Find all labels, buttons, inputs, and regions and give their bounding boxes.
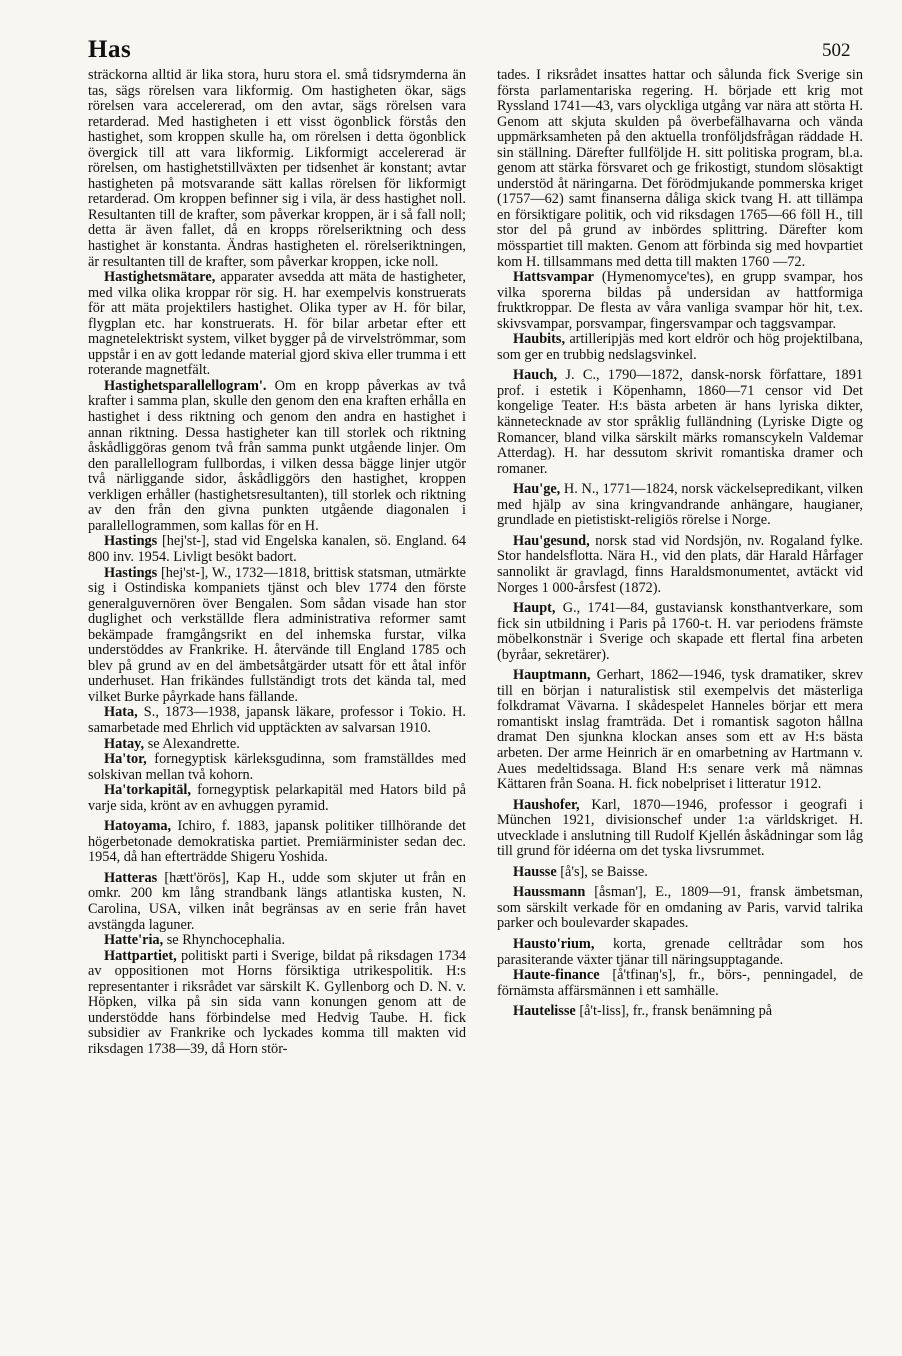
dictionary-entry xyxy=(497,885,863,932)
entry-headword: Hatteras xyxy=(104,869,158,886)
dictionary-entry xyxy=(497,368,863,477)
dictionary-entry xyxy=(497,668,863,792)
entry-headword: Ha'torkapitäl, xyxy=(104,782,191,799)
entry-text: apparater avsedda att mäta de hastigheter, med vilka olika kroppar rör sig. H. har exempelvis konstruerats för att mäta projektilers hastighet. Olika typer av H. för bilar, flygplan etc. har konstruerats. H. för bilar arbetar efter ett magnetelektriskt system, vilket bygger på de virvelströmmar, som uppstår i en av gott ledande material gjord skiva eller trumma i ett roterande magnetfält. xyxy=(88,269,466,379)
dictionary-entry xyxy=(88,933,466,949)
dictionary-entry xyxy=(497,798,863,860)
dictionary-entry xyxy=(497,270,863,332)
dictionary-entry xyxy=(497,865,863,881)
dictionary-entry xyxy=(497,534,863,596)
dictionary-entry xyxy=(88,68,466,270)
dictionary-entry xyxy=(497,968,863,999)
running-head: Has xyxy=(88,36,132,63)
entry-text: Karl, 1870—1946, professor i geografi i München 1921, divisionschef under 1:a världskriget. H. utvecklade i anslutning till Rudolf Kjellén åskådningar som låg till grund för idéerna om det tyska livsrummet. xyxy=(497,796,863,860)
entry-headword: Hastings xyxy=(104,564,158,581)
dictionary-entry xyxy=(497,68,863,270)
entry-headword: Hastighetsparallellogram'. xyxy=(104,377,267,394)
entry-headword: Haupt, xyxy=(513,600,556,617)
entry-headword: Hatay, xyxy=(104,735,145,752)
entry-headword: Hau'gesund, xyxy=(513,532,590,549)
entry-text: fornegyptisk kärleksgudinna, som framställdes med solskivan mellan två kohorn. xyxy=(88,751,466,783)
entry-text: S., 1873—1938, japansk läkare, professor i Tokio. H. samarbetade med Ehrlich vid upptäckten av salvarsan 1910. xyxy=(88,704,466,736)
entry-headword: Hausse xyxy=(513,863,557,880)
dictionary-entry xyxy=(88,566,466,706)
entry-text: tades. I riksrådet insattes hattar och sålunda fick Sverige sin första parlamentariska regering. H. började ett krig mot Ryssland 1741—43, vars olyckliga utgång var nära att störta H. Genom att skjuta skulden på överbefälhavarna och vända uppmärksamheten på den aktuella tronföljdsfrågan räddade H. sin ställning. Därefter fullföljde H. sitt politiska program, bl.a. genom att stärka försvaret och ge frikostigt, stundom slösaktigt understöd åt näringarna. Det förödmjukande pommerska kriget (1757—62) samt finanserna dåliga skick tvang H. att tillämpa en försiktigare politik, och vid riksdagen 1765—66 föll H., till stor del på grund av inbördes splittring. Därefter kom mösspartiet till makten. Genom att förbinda sig med hovpartiet kom H. tillsammans med detta till makten 1760 —72. xyxy=(497,67,863,270)
entry-text: [åsman'], E., 1809—91, fransk ämbetsman, som särskilt verkade för en omdaning av Paris, varvid talrika parker och boulevarder skapades. xyxy=(497,884,863,932)
dictionary-entry xyxy=(88,705,466,736)
entry-headword: Hauptmann, xyxy=(513,667,591,684)
entry-text: J. C., 1790—1872, dansk-norsk författare, 1891 prof. i estetik i Köpenhamn, 1860—71 censor vid Det kongelige Teater. H:s bästa arbeten är hans lyriska dikter, kännetecknade av stor språklig fulländning (Lyriske Digte og Romancer, bland vilka särskilt märks romanscykeln Valdemar Atterdag). H. har dessutom skrivit romantiska dramer och romaner. xyxy=(497,367,863,477)
entry-text: Om en kropp påverkas av två krafter i samma plan, skulle den genom den ena kraften erhålla en hastighet i dess riktning och genom den andra en hastighet i annan riktning. Dessa hastigheter kan till storlek och riktning åskådliggöras genom två från samma punkt utgående linjer. Om den parallellogram fullbordas, i vilken dessa bägge linjer utgör två närliggande sidor, åskådliggörs den hastighet, kroppen verkligen erhåller (hastighetsresultanten), till storlek och riktning av den från den givna punkten utgående diagonalen i parallellogrammen, som kallas för en H. xyxy=(88,377,466,534)
dictionary-entry xyxy=(88,783,466,814)
entry-headword: Hastighetsmätare, xyxy=(104,269,216,286)
dictionary-entry xyxy=(497,332,863,363)
entry-text: se Rhynchocephalia. xyxy=(163,932,286,949)
dictionary-entry xyxy=(88,379,466,534)
entry-text: H. N., 1771—1824, norsk väckelsepredikant, vilken med hjälp av sina kringvandrande anhängare, haugianer, grundlade en pietistiskt-religiös rörelse i Norge. xyxy=(497,481,863,529)
entry-headword: Hatoyama, xyxy=(104,818,172,835)
dictionary-entry xyxy=(88,819,466,866)
entry-text: (Hymenomyce'tes), en grupp svampar, hos vilka sporerna bildas på undersidan av hattformiga fruktkroppar. De flesta av våra vanliga svampar hör hit, t.ex. skivsvampar, porsvampar, fingersvampar och taggsvampar. xyxy=(497,269,863,332)
dictionary-entry xyxy=(497,937,863,968)
dictionary-entry xyxy=(88,949,466,1058)
entry-text: [hej'st-], stad vid Engelska kanalen, sö. England. 64 800 inv. 1954. Livligt besökt badort. xyxy=(88,533,466,565)
dictionary-entry xyxy=(88,752,466,783)
page-number: 502 xyxy=(822,40,851,61)
entry-text: [hætt'örös], Kap H., udde som skjuter ut från en omkr. 200 km lång strandbank längs atlantiska kusten, N. Carolina, USA, vilken inåt begränsas av en serie från havet avstängda laguner. xyxy=(88,869,466,933)
entry-headword: Hausto'rium, xyxy=(513,935,595,952)
entry-text: [å't-liss], fr., fransk benämning på xyxy=(575,1003,773,1020)
left-column xyxy=(88,68,466,1057)
entry-text: [å's], se Baisse. xyxy=(556,863,648,880)
dictionary-entry xyxy=(88,534,466,565)
entry-text: politiskt parti i Sverige, bildat på riksdagen 1734 av oppositionen mot Horns försiktiga utrikespolitik. H:s representanter i riksrådet var särskilt K. Gyllenborg och D. N. v. Höpken, vilka på sin sida vann konungen genom att de understödde hans förbindelse med Hedvig Taube. H. fick subsidier av Frankrike och lyckades komma till makten vid riksdagen 1738—39, då Horn stör- xyxy=(88,947,466,1057)
entry-text: sträckorna alltid är lika stora, huru stora el. små tidsrymderna än tas, sägs rörelsen vara likformig. Om hastigheten ökar, sägs rörelsen vara accelererad, om den avtar, sägs rörelsen vara retarderad. Med hastigheten i ett visst ögonblick förstås den hastighet, som kroppen skulle ha, om rörelsen i detta ögonblick övergick till att vara likformig. Likformigt accelererad är rörelsen, om hastighetstillväxten per tidsenhet är konstant; avtar hastigheten på motsvarande sätt kallas rörelsen för likformigt retarderad. Om kroppen befinner sig i vila, är dess hastighet noll. Resultanten till de krafter, som påverkar kroppen, är i så fall noll; detta är även fallet, då en kropps rörelseriktning och dess hastighet är konstanta. Ändras hastigheten el. rörelseriktningen, är resultanten till de krafter, som påverkar kroppen, icke noll. xyxy=(88,67,466,270)
dictionary-entry xyxy=(497,1004,863,1020)
entry-text: [å'tfinaŋ's], fr., börs-, penningadel, de förnämsta affärsmännen i ett samhälle. xyxy=(497,967,863,999)
entry-headword: Hastings xyxy=(104,533,158,550)
entry-headword: Hautelisse xyxy=(513,1003,576,1020)
dictionary-entry xyxy=(88,270,466,379)
right-column xyxy=(497,68,863,1020)
entry-text: Ichiro, f. 1883, japansk politiker tillhörande det högerbetonade demokratiska partiet. Premiärminister sedan dec. 1954, då han efterträdde Shigeru Yoshida. xyxy=(88,818,466,866)
entry-headword: Haussmann xyxy=(513,884,586,901)
dictionary-entry xyxy=(88,737,466,753)
entry-text: G., 1741—84, gustaviansk konsthantverkare, som fick sin utbildning i Paris på 1760-t. H. var periodens främste möbelkonstnär i Sverige och skapade ett flertal fina arbeten (byråar, sekretärer). xyxy=(497,600,863,663)
entry-headword: Haushofer, xyxy=(513,796,580,813)
entry-headword: Hatte'ria, xyxy=(104,932,164,949)
entry-headword: Hata, xyxy=(104,704,138,721)
entry-headword: Haubits, xyxy=(513,331,566,348)
entry-text: Gerhart, 1862—1946, tysk dramatiker, skrev till en början i naturalistisk stil exempelvis det mästerliga folkdramat Vävarna. I skådespelet Hanneles börjar ett mera romantiskt inslag framträda. Det i romantisk sagoton hållna dramat Den sjunkna klockan anses som ett av H:s bästa arbeten. Der arme Heinrich är en omarbetning av Hartmann v. Aues medeltidssaga. Bland H:s senare verk må nämnas Kättaren från Soana. H. fick nobelpriset i litteratur 1912. xyxy=(497,667,863,793)
dictionary-entry xyxy=(497,601,863,663)
entry-text: artilleripjäs med kort eldrör och hög projektilbana, som ger en trubbig nedslagsvinkel. xyxy=(497,331,863,363)
entry-headword: Hattsvampar xyxy=(513,269,595,286)
entry-headword: Hauch, xyxy=(513,367,558,384)
dictionary-entry xyxy=(497,482,863,529)
dictionary-entry xyxy=(88,871,466,933)
entry-headword: Ha'tor, xyxy=(104,751,147,768)
entry-headword: Hau'ge, xyxy=(513,481,561,498)
entry-text: se Alexandrette. xyxy=(144,735,240,752)
entry-headword: Hattpartiet, xyxy=(104,947,177,964)
entry-text: korta, grenade celltrådar som hos parasiterande växter tjänar till näringsupptagande. xyxy=(497,935,863,968)
entry-text: norsk stad vid Nordsjön, nv. Rogaland fylke. Stor handelsflotta. Nära H., vid den plats, där Harald Hårfager sannolikt är gravlagd, finns Haraldsmonumentet, avtäckt vid Norges 1 000-årsfest (1872). xyxy=(497,532,863,596)
entry-headword: Haute-finance xyxy=(513,967,600,984)
entry-text: [hej'st-], W., 1732—1818, brittisk statsman, utmärkte sig i Ostindiska kompaniets tjänst och blev 1774 den förste generalguvernören över Bengalen. Som sådan visade han stor duglighet och verkställde flera administrativa reformer samt bekämpade framgångsrikt en del inhemska furstar, vilka understöddes av Frankrike. H. återvände till England 1785 och blev på grund av en del ämbetsåtgärder utsatt för ett åtal inför underhuset. Han frikändes fullständigt trots det kända tal, med vilket Burke påyrkade hans fällande. xyxy=(88,564,466,705)
entry-text: fornegyptisk pelarkapitäl med Hators bild på varje sida, krönt av en avhuggen pyramid. xyxy=(88,782,466,814)
